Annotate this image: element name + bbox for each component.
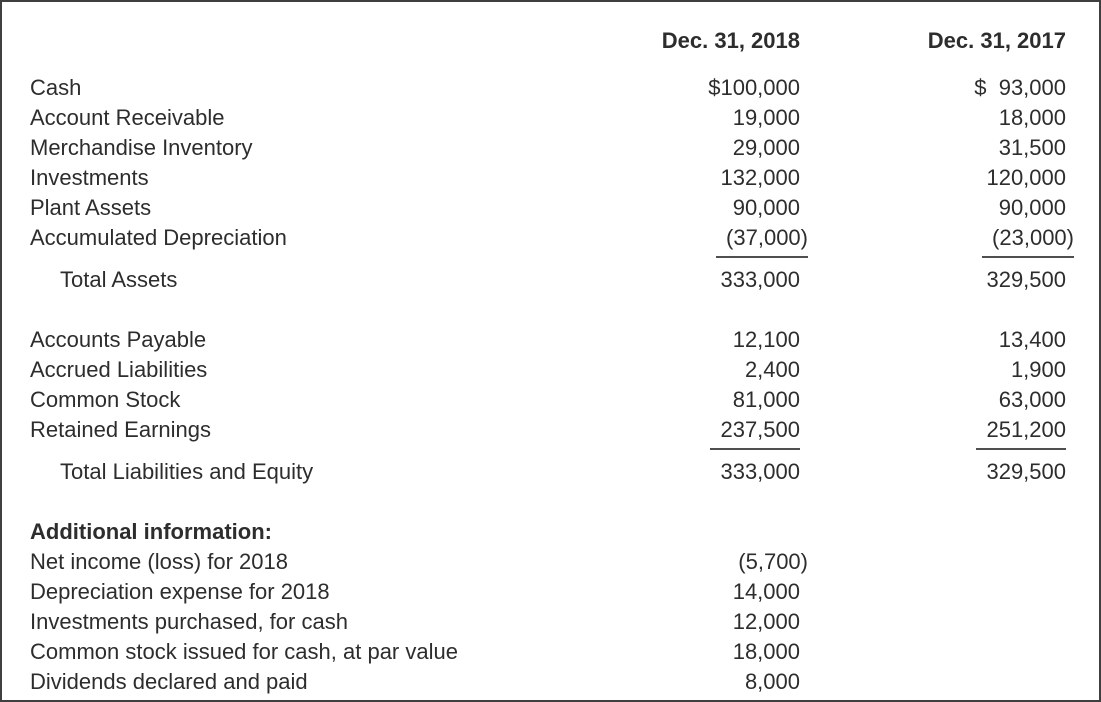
amount-value: 90,000: [998, 195, 1066, 220]
row-common-stock: [30, 385, 1066, 415]
amount-value: $100,000: [708, 75, 800, 100]
row-label: Retained Earnings: [30, 417, 212, 442]
total-label: Total Liabilities and Equity: [60, 459, 314, 484]
amount-2018: [580, 103, 800, 133]
amount-value: 90,000: [732, 195, 800, 220]
amount-value: 18,000: [998, 105, 1066, 130]
row-label: Accounts Payable: [30, 327, 207, 352]
amount-value: $ 93,000: [974, 75, 1066, 100]
row-label: Depreciation expense for 2018: [30, 579, 330, 604]
row-retained-earnings: [30, 415, 1066, 450]
column-header-2018: Dec. 31, 2018: [661, 28, 800, 53]
row-label: Accrued Liabilities: [30, 357, 208, 382]
amount-value: 8,000: [744, 669, 800, 694]
row-accrued-liabilities: [30, 355, 1066, 385]
row-label: Investments: [30, 165, 149, 190]
amount-value-underlined: 251,200: [976, 415, 1066, 450]
amount-2018: [580, 325, 800, 355]
row-label: Common Stock: [30, 387, 181, 412]
amount-2018: [580, 73, 800, 103]
row-accumulated-depreciation: [30, 223, 1074, 258]
row-label: Accumulated Depreciation: [30, 225, 287, 250]
amount-2018: [580, 193, 800, 223]
amount-2018: [580, 223, 808, 258]
section-heading: Additional information:: [30, 519, 272, 544]
row-label: Dividends declared and paid: [30, 669, 308, 694]
amount-2017: [800, 457, 1066, 487]
row-accounts-payable: [30, 325, 1066, 355]
amount-2017: [800, 355, 1066, 385]
amount-value: 14,000: [732, 579, 800, 604]
amount-2017: [800, 223, 1074, 258]
amount-2017: [800, 133, 1066, 163]
column-header-2017: Dec. 31, 2017: [927, 28, 1066, 53]
total-value: 333,000: [720, 267, 800, 292]
amount-value: 12,100: [732, 327, 800, 352]
amount-2017: [800, 73, 1066, 103]
row-label: Investments purchased, for cash: [30, 609, 348, 634]
row-label: Net income (loss) for 2018: [30, 549, 288, 574]
amount-2018: [580, 667, 800, 697]
row-label: Merchandise Inventory: [30, 135, 253, 160]
amount-value: 31,500: [998, 135, 1066, 160]
amount-2018: [580, 547, 808, 577]
amount-value: 1,900: [1010, 357, 1066, 382]
amount-2018: [580, 163, 800, 193]
column-header-row: [30, 26, 1066, 56]
amount-value: 18,000: [732, 639, 800, 664]
amount-value: (5,700): [738, 549, 808, 574]
row-label: Account Receivable: [30, 105, 225, 130]
amount-2018: [580, 355, 800, 385]
amount-2017: [800, 385, 1066, 415]
amount-2017: [800, 265, 1066, 295]
amount-2018: [580, 637, 800, 667]
amount-2018: [580, 577, 800, 607]
amount-2018: [580, 385, 800, 415]
row-dividends-declared: [30, 667, 1066, 697]
amount-2018: [580, 415, 800, 450]
amount-2018: [580, 133, 800, 163]
amount-2018: [580, 607, 800, 637]
row-plant-assets: [30, 193, 1066, 223]
amount-2018: [580, 457, 800, 487]
amount-value: 120,000: [986, 165, 1066, 190]
amount-value: 81,000: [732, 387, 800, 412]
amount-value-underlined: (37,000): [716, 223, 808, 258]
amount-2017: [800, 163, 1066, 193]
total-assets-row: [30, 265, 1066, 295]
total-value: 329,500: [986, 459, 1066, 484]
amount-2018: [580, 265, 800, 295]
total-label: Total Assets: [60, 267, 178, 292]
row-account-receivable: [30, 103, 1066, 133]
row-investments-purchased: [30, 607, 1066, 637]
amount-value-underlined: 237,500: [710, 415, 800, 450]
amount-value: 13,400: [998, 327, 1066, 352]
row-common-stock-issued: [30, 637, 1066, 667]
additional-information-heading-row: [30, 517, 1066, 547]
row-net-income-loss: [30, 547, 1066, 577]
amount-value-underlined: (23,000): [982, 223, 1074, 258]
amount-2017: [800, 415, 1066, 450]
total-liabilities-equity-row: [30, 457, 1066, 487]
row-depreciation-expense: [30, 577, 1066, 607]
row-label: Common stock issued for cash, at par value: [30, 639, 458, 664]
amount-2017: [800, 325, 1066, 355]
row-label: Cash: [30, 75, 82, 100]
amount-2017: [800, 193, 1066, 223]
amount-value: 29,000: [732, 135, 800, 160]
total-value: 329,500: [986, 267, 1066, 292]
row-merchandise-inventory: [30, 133, 1066, 163]
amount-value: 63,000: [998, 387, 1066, 412]
amount-2017: [800, 103, 1066, 133]
amount-value: 132,000: [720, 165, 800, 190]
total-value: 333,000: [720, 459, 800, 484]
amount-value: 2,400: [744, 357, 800, 382]
amount-value: 12,000: [732, 609, 800, 634]
row-label: Plant Assets: [30, 195, 152, 220]
row-investments: [30, 163, 1066, 193]
row-cash: [30, 73, 1066, 103]
amount-value: 19,000: [732, 105, 800, 130]
